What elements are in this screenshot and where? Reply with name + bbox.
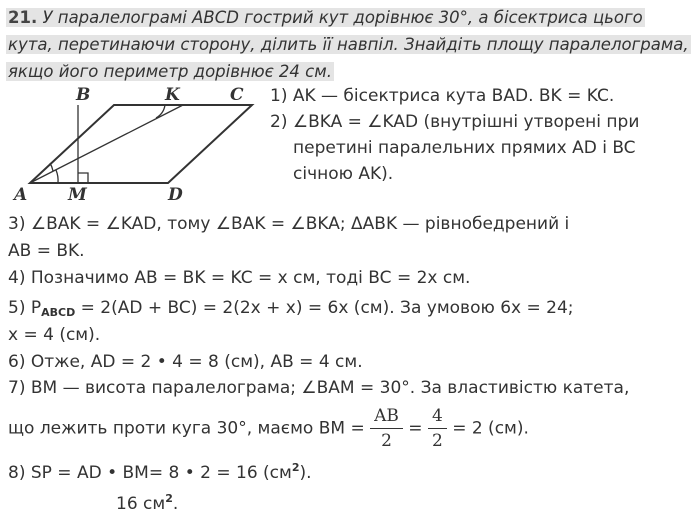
label-d: D [168,185,183,204]
step-5-p: 5) P [8,298,42,318]
step-8-superscript: 2 [291,461,300,474]
step-2-line-3: січною AK). [293,164,394,184]
fraction-1-numerator: AB [370,404,403,429]
step-5-line-2: x = 4 (см). [8,325,101,345]
step-8-text: 8) SP = AD • BM= 8 • 2 = 16 (см [8,463,292,483]
step-8 [8,461,312,483]
step-8-close: ). [299,463,312,483]
label-b: B [76,85,91,105]
label-a: A [14,185,28,204]
fraction-2-denominator: 2 [431,431,443,451]
parallelogram-figure [8,84,258,204]
step-2-line-2: перетині паралельних прямих AD і BC [293,138,636,158]
step-5-rest: = 2(AD + BC) = 2(2x + x) = 6x (см). За умовою 6x = 24; [75,298,574,318]
answer-period: . [172,494,179,514]
right-angle-mark [78,173,88,183]
bisector-ak [30,105,183,183]
step-3-line-1: 3) ∠BAK = ∠KAD, тому ∠BAK = ∠BKA; ΔABK — рівнобедрений і [8,214,570,234]
problem-statement [6,4,690,85]
fraction-2-numerator: 4 [428,404,447,429]
angle-arc-a-bottom [56,170,58,183]
step-6: 6) Отже, AD = 2 • 4 = 8 (см), AB = 4 см. [8,352,363,372]
fraction-ab-over-2 [370,404,403,453]
step-7-line-1: 7) BM — висота паралелограма; ∠BAM = 30°. За властивістю катета, [8,378,630,398]
step-7-text: що лежить проти куга 30°, маємо BM = [8,418,365,439]
step-4: 4) Позначимо AB = BK = KC = x см, тоді BC = 2x см. [8,268,471,288]
step-7-result: = 2 (см). [452,418,529,439]
step-5-line-1 [8,298,573,319]
label-k: K [165,85,180,105]
step-3-line-2: AB = BK. [8,241,85,261]
step-5-subscript: ABCD [41,306,76,319]
fraction-1-denominator: 2 [381,431,392,451]
label-m: M [68,185,87,204]
fraction-4-over-2 [428,404,447,453]
parallelogram-abcd [30,105,252,183]
step-1: 1) AK — бісектриса кута BAD. BK = KC. [270,86,615,106]
answer-superscript: 2 [165,492,173,505]
step-7-line-2 [8,404,529,453]
problem-text: У паралелограмі ABCD гострий кут дорівнює 30°, а бісектриса цього кута, перетинаючи сторону, ділить її навпіл. Знайдіть площу паралелограма, якщо його периметр дорівнює 24 см. [8,8,689,81]
step-2-line-1: 2) ∠BKA = ∠KAD (внутрішні утворені при [270,112,640,132]
answer-value: 16 см [116,494,166,514]
label-c: C [230,85,244,105]
step-7-equals: = [408,418,423,439]
problem-number: 21. [8,8,38,27]
answer [116,492,178,514]
